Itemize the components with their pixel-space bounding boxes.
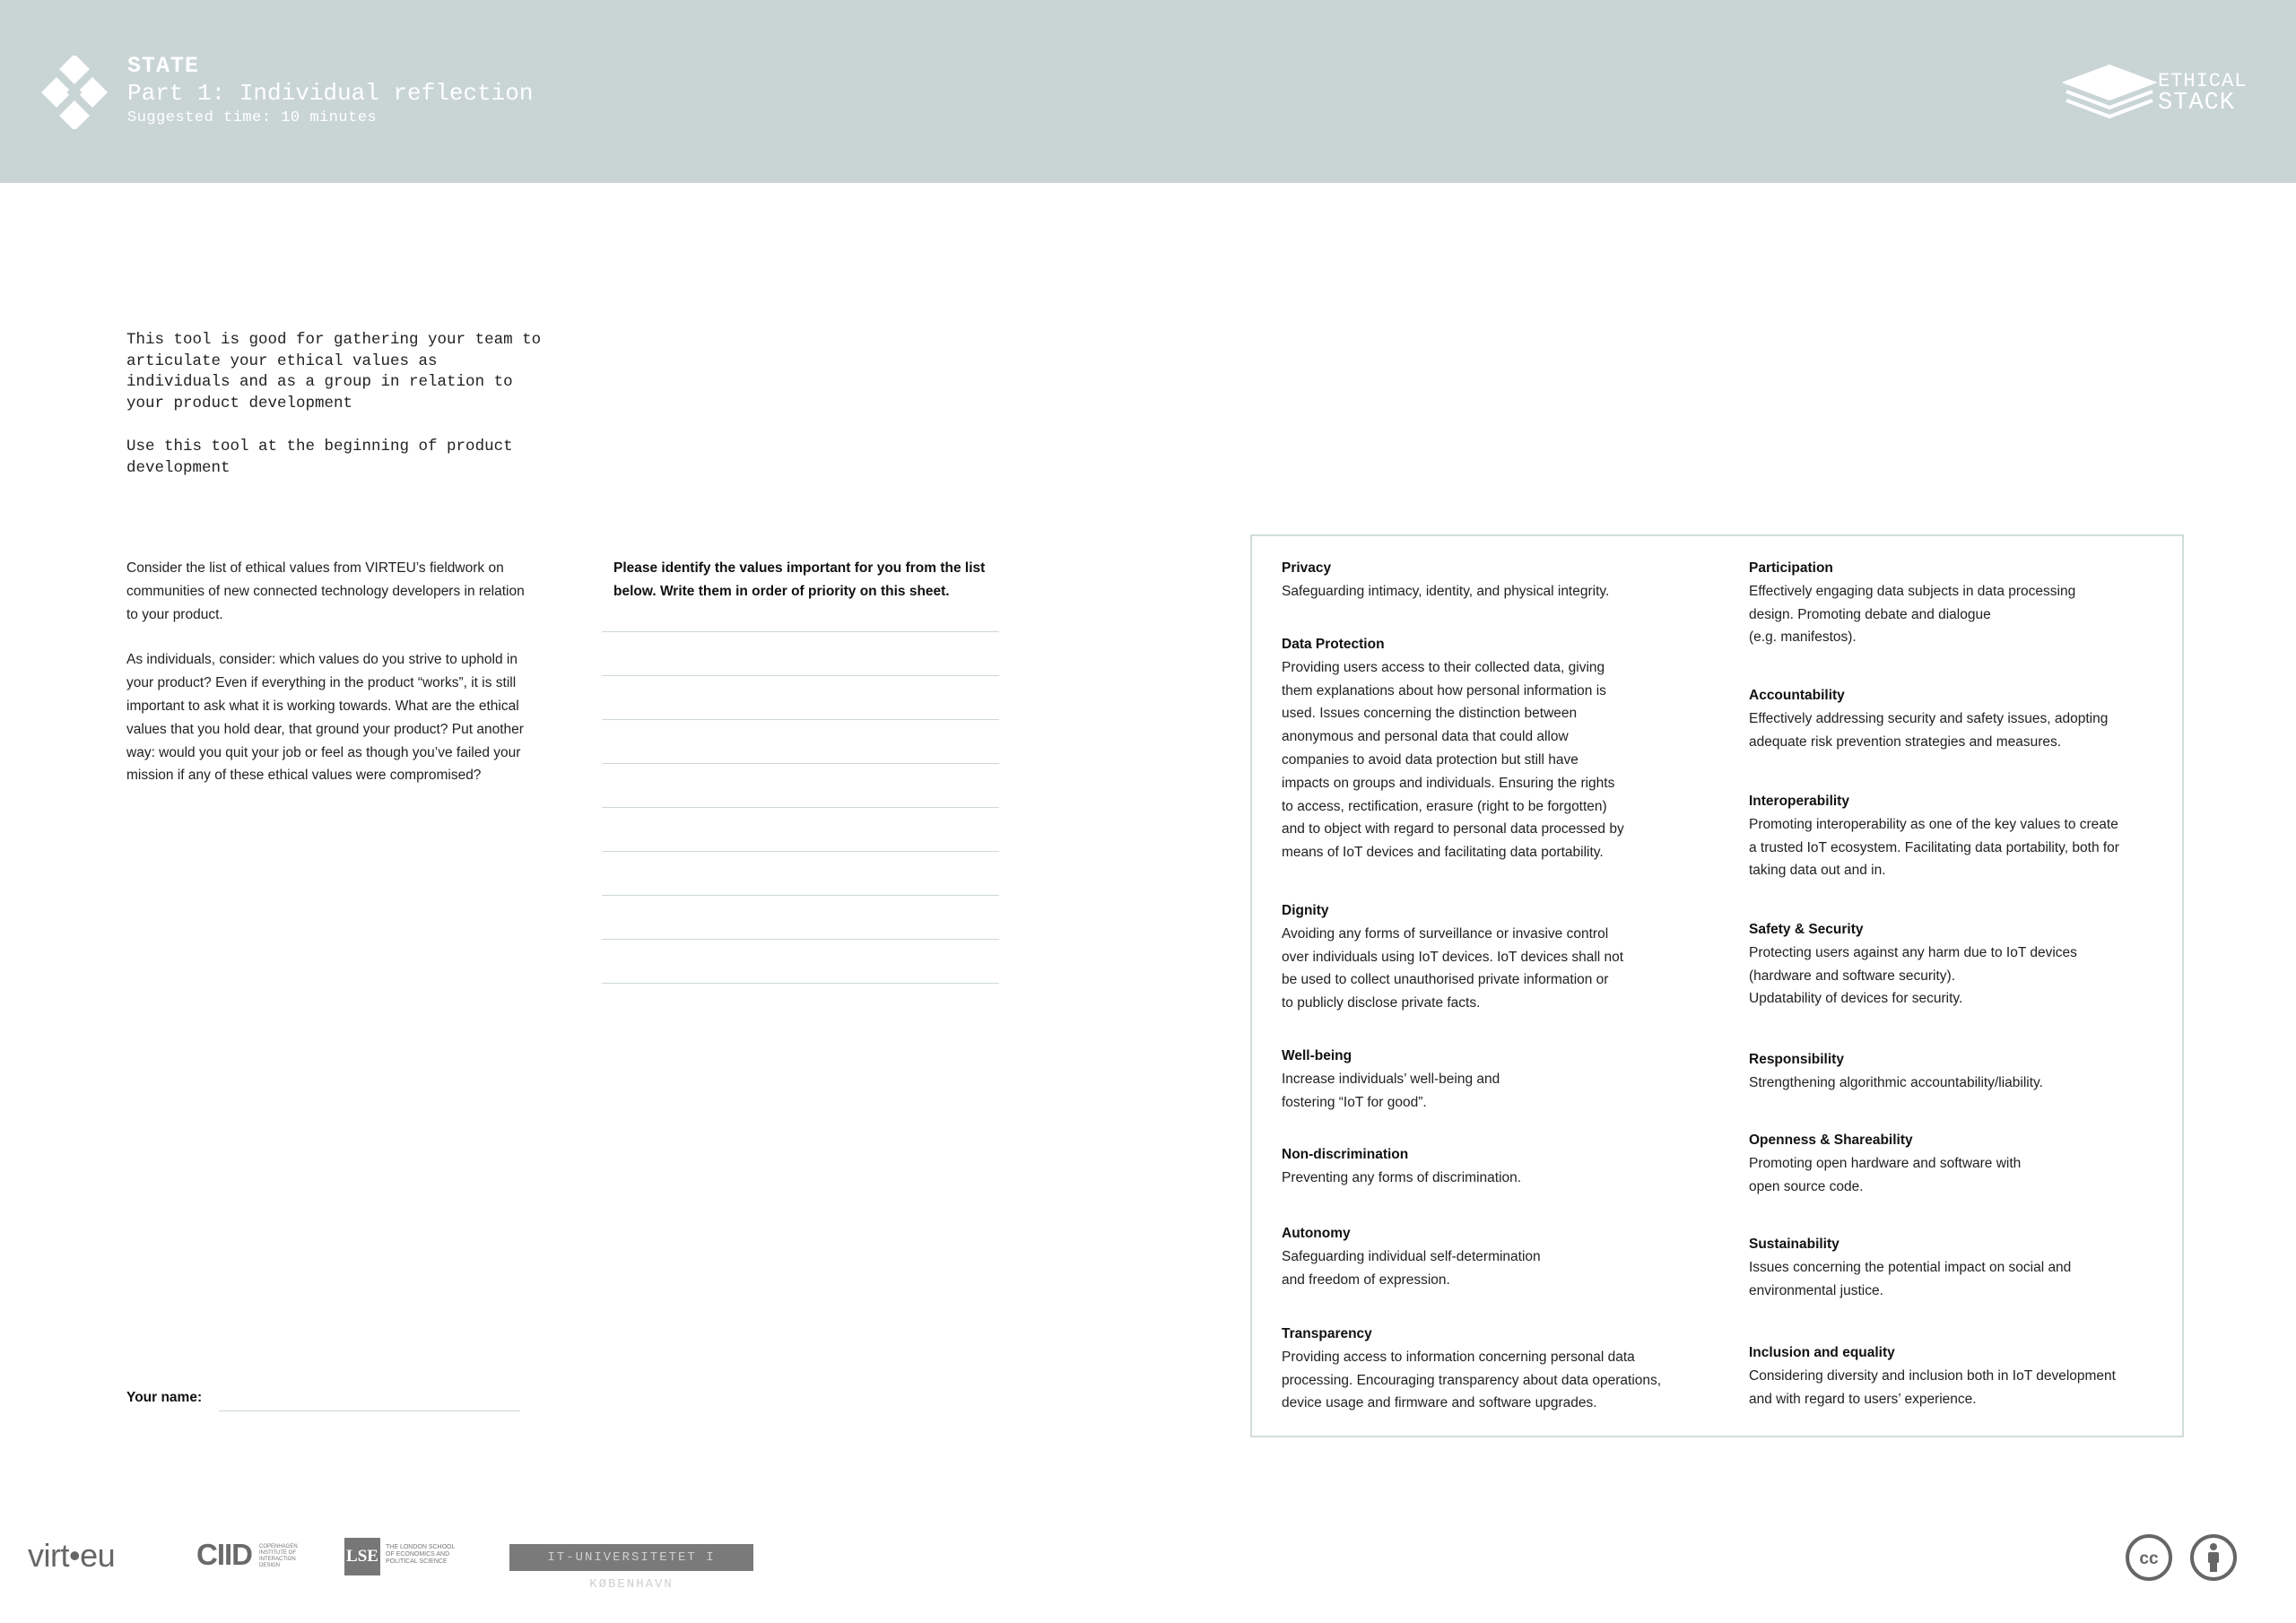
- value-description: Avoiding any forms of surveillance or invasive control over individuals using IoT devices. IoT devices shall not be used to collect unauthorised private information or to publicly disclose private facts.: [1282, 925, 1624, 1011]
- brand-line-1: ETHICAL: [2158, 70, 2248, 92]
- brand-name: [2158, 72, 2266, 116]
- writing-line[interactable]: [602, 851, 999, 852]
- value-title: Privacy: [1282, 560, 1332, 576]
- value-item: [1282, 633, 1730, 864]
- value-item: [1282, 899, 1730, 1015]
- instructions-paragraph-2: As individuals, consider: which values do you strive to uphold in your product? Even if everything in the product “works”, it is still important to ask what it is working towards. What are the ethical values that you hold dear, that ground your product? Put another way: would you quit your job or feel as though you’ve failed your mission if any of these ethical values were compromised?: [126, 652, 524, 784]
- ethical-stack-logo: [2063, 59, 2248, 124]
- value-description: Preventing any forms of discrimination.: [1282, 1169, 1522, 1185]
- value-description: Effectively addressing security and safety issues, adopting adequate risk prevention strategies and measures.: [1749, 710, 2109, 750]
- lse-logo: LSE: [344, 1538, 380, 1575]
- ciid-logo-caption: COPENHAGEN INSTITUTE OF INTERACTION DESIGN: [259, 1544, 298, 1568]
- value-title: Autonomy: [1282, 1226, 1351, 1241]
- value-item: [1749, 1341, 2170, 1410]
- brand-line-2: STACK: [2158, 90, 2236, 117]
- value-description: Safeguarding individual self-determination and freedom of expression.: [1282, 1248, 1541, 1288]
- suggested-time: Suggested time: 10 minutes: [127, 109, 378, 126]
- value-item: [1282, 1045, 1730, 1114]
- ciid-logo: CIID: [196, 1538, 252, 1571]
- lse-logo-caption: THE LONDON SCHOOL OF ECONOMICS AND POLITICAL SCIENCE: [386, 1544, 456, 1565]
- value-title: Dignity: [1282, 903, 1329, 918]
- value-item: [1749, 1048, 2170, 1095]
- your-name-label: Your name:: [126, 1390, 203, 1405]
- value-description: Strengthening algorithmic accountability/liability.: [1749, 1074, 2043, 1090]
- value-item: [1749, 684, 2170, 753]
- value-item: [1749, 790, 2170, 882]
- intro-text: [126, 330, 548, 479]
- value-description: Providing access to information concerning personal data processing. Encouraging transparency about data operations, device usage and firmware and software upgrades.: [1282, 1349, 1662, 1411]
- page-subtitle: Part 1: Individual reflection: [127, 80, 534, 107]
- writing-line[interactable]: [602, 631, 999, 632]
- priority-instruction: Please identify the values important for you from the list below. Write them in order of priority on this sheet.: [613, 560, 986, 599]
- value-description: Issues concerning the potential impact on social and environmental justice.: [1749, 1259, 2072, 1298]
- value-description: Increase individuals’ well-being and fostering “IoT for good”.: [1282, 1071, 1500, 1110]
- value-title: Accountability: [1749, 688, 1845, 703]
- value-item: [1282, 557, 1730, 603]
- writing-line[interactable]: [602, 983, 999, 984]
- stack-layers-icon: [2063, 59, 2161, 124]
- value-title: Inclusion and equality: [1749, 1345, 1895, 1360]
- value-item: [1282, 1222, 1730, 1291]
- header-band: [0, 0, 2296, 183]
- state-diamond-icon: [38, 56, 111, 129]
- creative-commons-icon: [2125, 1533, 2173, 1582]
- instructions-column: [126, 557, 530, 787]
- itu-copenhagen-logo: IT-UNIVERSITETET I KØBENHAVN: [509, 1544, 753, 1571]
- value-description: Safeguarding intimacy, identity, and physical integrity.: [1282, 583, 1610, 599]
- value-title: Safety & Security: [1749, 922, 1864, 937]
- instructions-paragraph-1: Consider the list of ethical values from VIRTEU’s fieldwork on communities of new connected technology developers in relation to your product.: [126, 560, 525, 622]
- writing-line[interactable]: [602, 939, 999, 940]
- svg-text:cc: cc: [2139, 1549, 2159, 1568]
- value-item: [1749, 1233, 2170, 1302]
- value-title: Responsibility: [1749, 1052, 1844, 1067]
- intro-paragraph-2: Use this tool at the beginning of product development: [126, 437, 513, 477]
- value-item: [1749, 918, 2170, 1011]
- value-description: Promoting open hardware and software with open source code.: [1749, 1155, 2022, 1194]
- value-title: Well-being: [1282, 1048, 1352, 1063]
- value-title: Sustainability: [1749, 1237, 1839, 1252]
- value-title: Data Protection: [1282, 637, 1385, 652]
- value-item: [1749, 557, 2170, 649]
- header-text: [127, 54, 533, 127]
- value-item: [1282, 1143, 1730, 1190]
- value-description: Effectively engaging data subjects in data processing design. Promoting debate and dialogue (e.g. manifestos).: [1749, 583, 2076, 646]
- value-description: Providing users access to their collected data, giving them explanations about how personal information is used. Issues concerning the distinction between anonymous and personal data that could allow companies to avoid data protection but still have impacts on groups and individuals. Ensuring the rights to access, rectification, erasure (right to be forgotten) and to object with regard to personal data processed by means of IoT devices and facilitating data portability.: [1282, 659, 1624, 861]
- value-title: Participation: [1749, 560, 1833, 576]
- writing-line[interactable]: [602, 675, 999, 676]
- value-description: Promoting interoperability as one of the key values to create a trusted IoT ecosystem. Facilitating data portability, both for taking data out and in.: [1749, 816, 2119, 879]
- value-item: [1282, 1323, 1730, 1415]
- virteu-logo: virt•eu: [28, 1537, 116, 1574]
- value-item: [1749, 1129, 2170, 1198]
- writing-line[interactable]: [602, 807, 999, 808]
- value-title: Interoperability: [1749, 794, 1849, 809]
- attribution-icon: [2189, 1533, 2238, 1582]
- writing-line[interactable]: [602, 895, 999, 896]
- value-title: Non-discrimination: [1282, 1147, 1409, 1162]
- writing-line[interactable]: [602, 719, 999, 720]
- writing-line[interactable]: [602, 763, 999, 764]
- page-title: STATE: [127, 53, 200, 79]
- value-title: Transparency: [1282, 1326, 1372, 1341]
- value-description: Considering diversity and inclusion both in IoT development and with regard to users’ experience.: [1749, 1367, 2116, 1407]
- your-name-field[interactable]: [219, 1410, 520, 1411]
- value-description: Protecting users against any harm due to IoT devices (hardware and software security). Updatability of devices for security.: [1749, 944, 2077, 1007]
- intro-paragraph-1: This tool is good for gathering your team to articulate your ethical values as individuals and as a group in relation to your product development: [126, 331, 542, 413]
- value-title: Openness & Shareability: [1749, 1133, 1913, 1148]
